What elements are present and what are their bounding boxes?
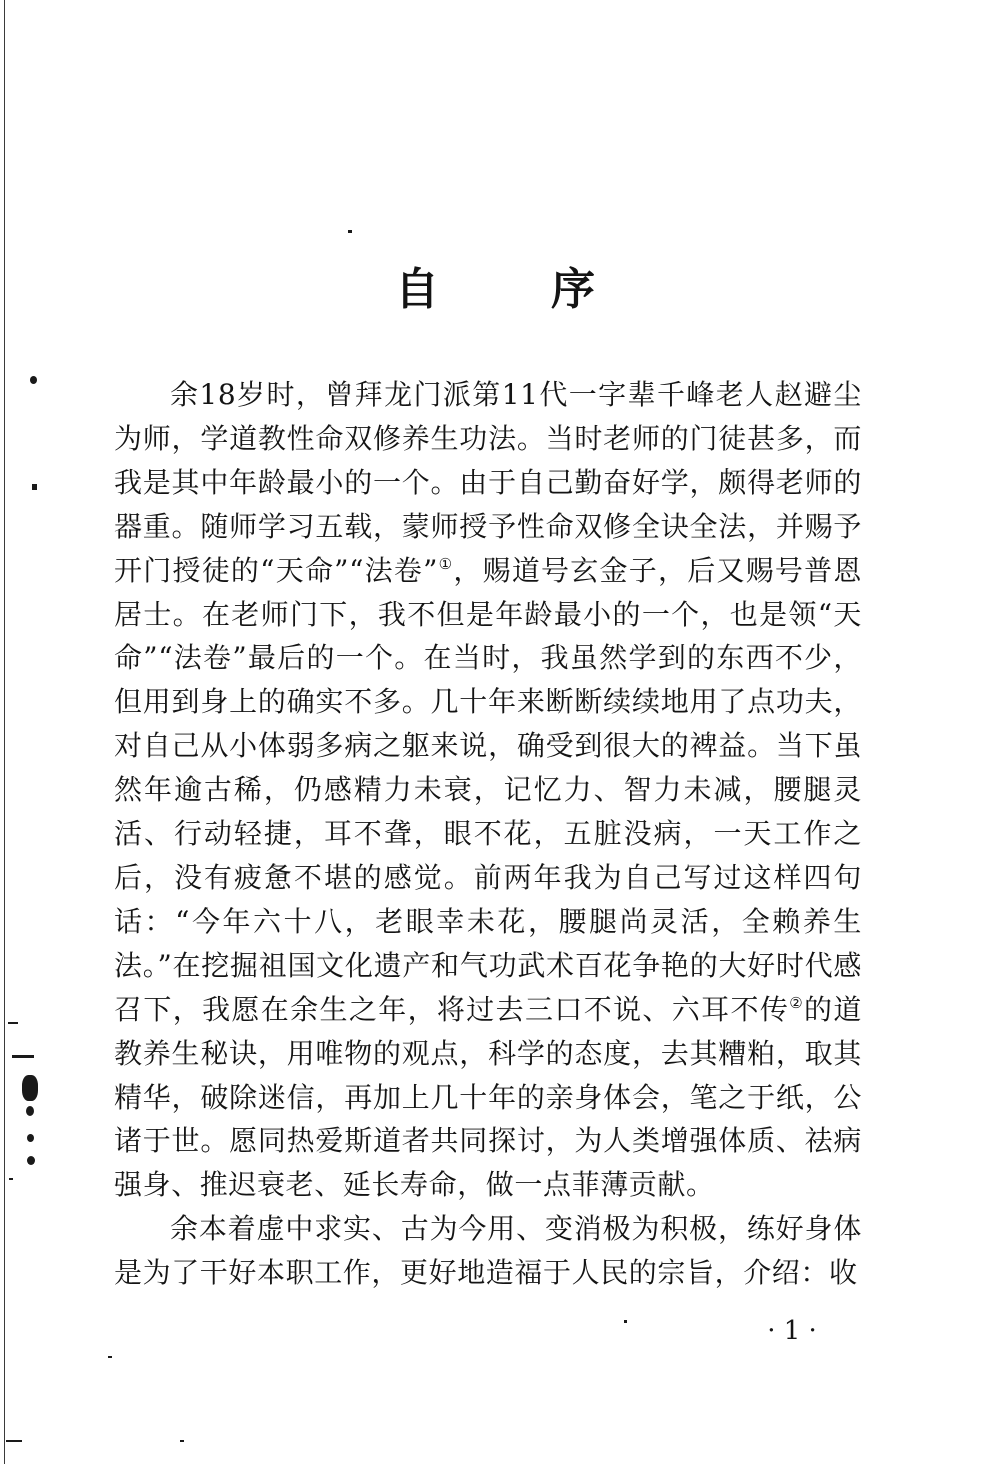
page-number: · 1 · (767, 1316, 817, 1346)
paragraph-2 (114, 1207, 862, 1295)
paragraph-1-text-b: ，赐道号玄金子，后又赐号普恩居士。在老师门下，我不但是年龄最小的一个，也是领“天命”“法卷”最后的一个。在当时，我虽然学到的东西不少，但用到身上的确实不多。几十年来断断续续地用了点功夫，对自己从小体弱多病之躯来说，确受到很大的裨益。当下虽然年逾古稀，仍感精力未衰，记忆力、智力未减，腰腿灵活、行动轻捷，耳不聋，眼不花，五脏没病，一天工作之后，没有疲惫不堪的感觉。前两年我为自己写过这样四句话：“今年六十八，老眼幸未花，腰腿尚灵活，全赖养生法。”在挖掘祖国文化遗产和气功武术百花争艳的大好时代感召下，我愿在余生之年，将过去三口不说、六耳不传 (114, 553, 862, 1026)
scan-speck (9, 1178, 13, 1180)
footnote-marker-1: ① (438, 554, 454, 573)
page-title (0, 262, 990, 318)
scan-speck (624, 1320, 627, 1323)
scan-speck (348, 230, 352, 233)
scan-speck (27, 1134, 34, 1142)
scan-speck (22, 1075, 38, 1101)
scan-speck (12, 1055, 34, 1058)
scan-speck (27, 1156, 35, 1165)
footnote-marker-2: ② (789, 993, 805, 1012)
paragraph-1 (114, 373, 862, 1207)
scan-speck (180, 1440, 184, 1442)
scan-speck (30, 376, 37, 384)
scan-speck (108, 1356, 112, 1358)
body-text (114, 373, 862, 1295)
page-edge-line (4, 0, 5, 1464)
paragraph-2-text: 余本着虚中求实、古为今用、变消极为积极，练好身体是为了干好本职工作，更好地造福于人民的宗旨，介绍：收 (114, 1212, 862, 1290)
scan-speck (32, 484, 37, 490)
title-char-1: 自 (395, 264, 439, 315)
paragraph-1-text-c: 的道教养生秘诀，用唯物的观点，科学的态度，去其糟粕，取其精华，破除迷信，再加上几十年的亲身体会，笔之于纸，公诸于世。愿同热爱斯道者共同探讨，为人类增强体质、祛病强身、推迟衰老、延长寿命，做一点菲薄贡献。 (114, 992, 862, 1202)
scan-speck (26, 1106, 34, 1116)
paragraph-1-text-a: 余18岁时，曾拜龙门派第11代一字辈千峰老人赵避尘为师，学道教性命双修养生功法。当时老师的门徒甚多，而我是其中年龄最小的一个。由于自己勤奋好学，颇得老师的器重。随师学习五载，蒙师授予性命双修全诀全法，并赐予开门授徒的“天命”“法卷” (114, 378, 862, 587)
title-char-2: 序 (551, 264, 595, 315)
scan-speck (6, 1440, 22, 1442)
scan-speck (8, 1022, 18, 1024)
